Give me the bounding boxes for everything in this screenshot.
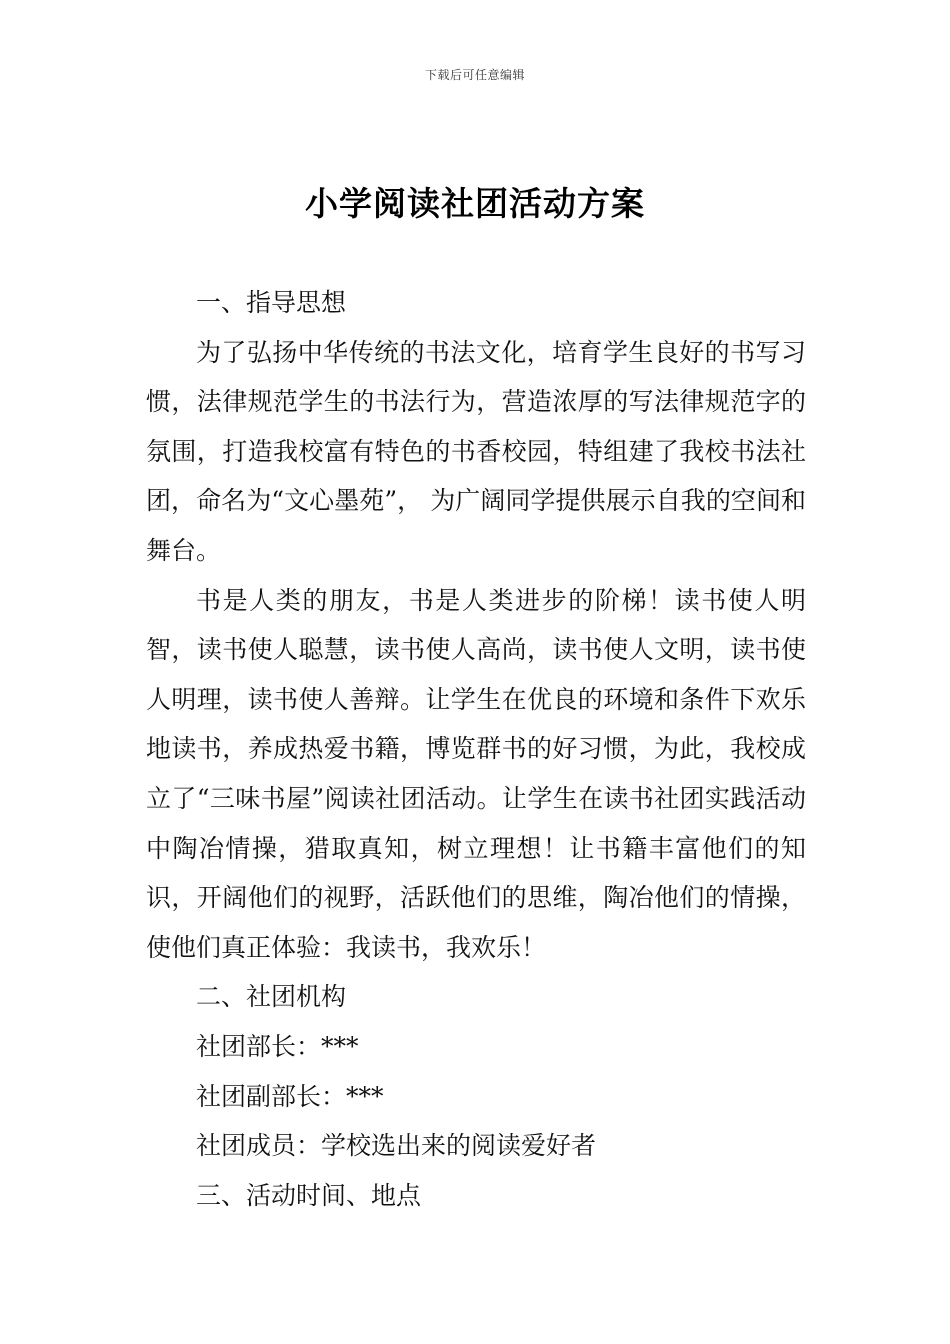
- club-director-line: 社团部长：***: [196, 1031, 359, 1061]
- paragraph-calligraphy-club: 为了弘扬中华传统的书法文化，培育学生良好的书写习惯，法律规范学生的书法行为，营造浓厚的写法律规范字的氛围，打造我校富有特色的书香校园，特组建了我校书法社团，命名为“文心墨苑”， 为广阔同学提供展示自我的空间和舞台。: [146, 337, 806, 565]
- section-heading-club-organization: 二、社团机构: [196, 982, 347, 1012]
- paragraph-reading-club: 书是人类的朋友，书是人类进步的阶梯！读书使人明智，读书使人聪慧，读书使人高尚，读书使人文明，读书使人明理，读书使人善辩。让学生在优良的环境和条件下欢乐地读书，养成热爱书籍，博览群书的好习惯，为此，我校成立了“三味书屋”阅读社团活动。让学生在读书社团实践活动中陶冶情操，猎取真知，树立理想！让书籍丰富他们的知识，开阔他们的视野，活跃他们的思维，陶冶他们的情操，使他们真正体验：我读书，我欢乐！: [146, 585, 806, 962]
- club-members-line: 社团成员：学校选出来的阅读爱好者: [196, 1131, 597, 1161]
- section-heading-time-location: 三、活动时间、地点: [196, 1180, 422, 1210]
- section-heading-guiding-thought: 一、指导思想: [196, 288, 347, 317]
- club-deputy-director-line: 社团副部长：***: [196, 1081, 384, 1111]
- document-body: [146, 278, 806, 1220]
- document-title: 小学阅读社团活动方案: [305, 184, 645, 223]
- header-note: 下载后可任意编辑: [424, 68, 525, 82]
